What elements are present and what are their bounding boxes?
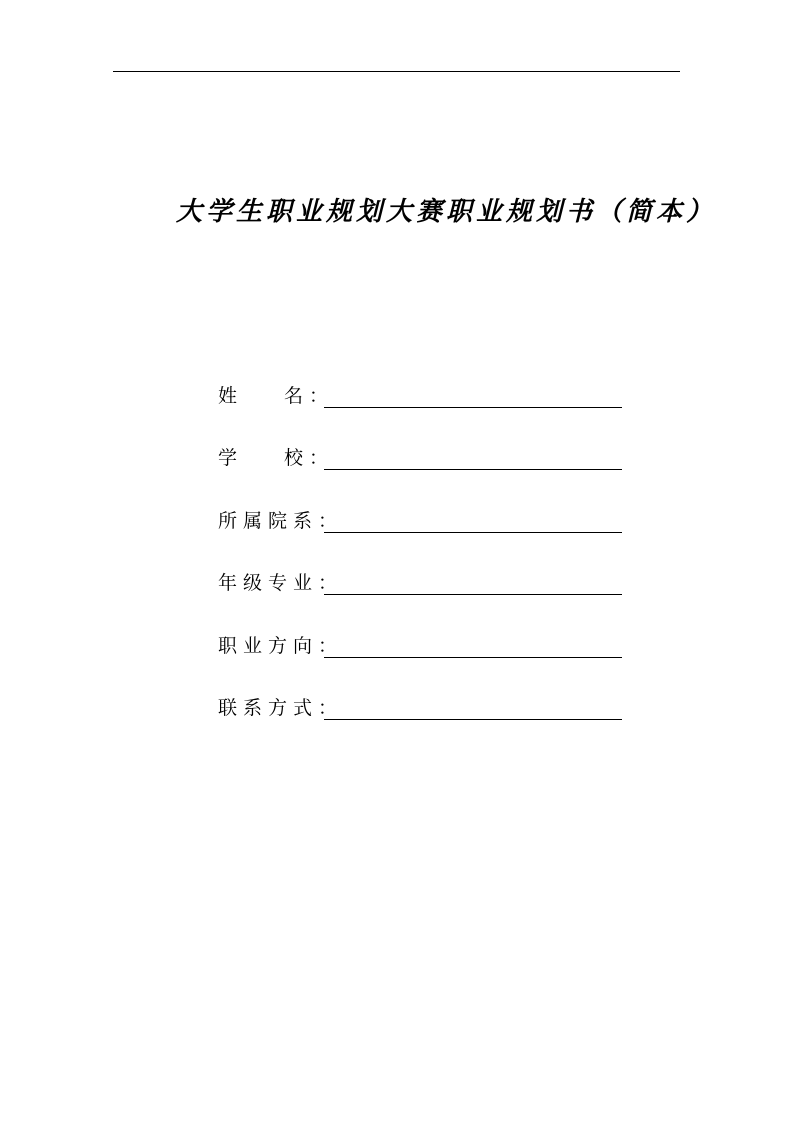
field-label-char: 系: [293, 509, 313, 532]
field-colon: ：: [318, 509, 338, 532]
major-input-line[interactable]: [324, 594, 622, 595]
field-label-char: 名: [284, 385, 304, 407]
field-label-char: 联: [218, 696, 238, 719]
field-label-char: 方: [268, 696, 288, 719]
field-label-char: 方: [268, 634, 288, 657]
field-label-char: 校: [284, 447, 304, 470]
field-label-char: 属: [243, 509, 263, 532]
field-label-char: 业: [293, 572, 313, 595]
header-rule: [113, 71, 680, 72]
field-label-char: 姓: [218, 385, 238, 407]
form-row-department: [218, 504, 638, 566]
form-row-contact: [218, 691, 638, 753]
field-label-char: 专: [268, 572, 288, 595]
department-input-line[interactable]: [324, 532, 622, 533]
field-label-char: 职: [218, 634, 238, 657]
field-label-name: [218, 379, 329, 413]
career-input-line[interactable]: [324, 657, 622, 658]
field-colon: ：: [318, 634, 338, 657]
field-colon: ：: [309, 447, 329, 470]
field-label-char: 系: [243, 696, 263, 719]
field-label-department: [218, 504, 338, 538]
name-input-line[interactable]: [324, 407, 622, 408]
field-label-char: 学: [218, 447, 238, 470]
field-label-school: [218, 441, 329, 475]
field-label-contact: [218, 691, 338, 725]
field-label-char: 业: [243, 634, 263, 657]
field-label-char: 向: [293, 634, 313, 657]
school-input-line[interactable]: [324, 469, 622, 470]
field-label-char: 所: [218, 509, 238, 532]
field-colon: ：: [318, 572, 338, 595]
form-row-name: [218, 379, 638, 441]
field-label-char: 年: [218, 572, 238, 595]
field-label-char: 级: [243, 572, 263, 595]
field-colon: ：: [318, 696, 338, 719]
cover-form: [218, 379, 638, 753]
field-label-char: 院: [268, 509, 288, 532]
field-label-major: [218, 566, 338, 600]
field-colon: ：: [309, 385, 329, 407]
form-row-major: [218, 566, 638, 628]
field-label-char: 式: [293, 696, 313, 719]
form-row-career: [218, 629, 638, 691]
field-label-career: [218, 629, 338, 663]
form-row-school: [218, 441, 638, 503]
document-title: 大学生职业规划大赛职业规划书（简本）: [176, 197, 717, 227]
contact-input-line[interactable]: [324, 719, 622, 720]
